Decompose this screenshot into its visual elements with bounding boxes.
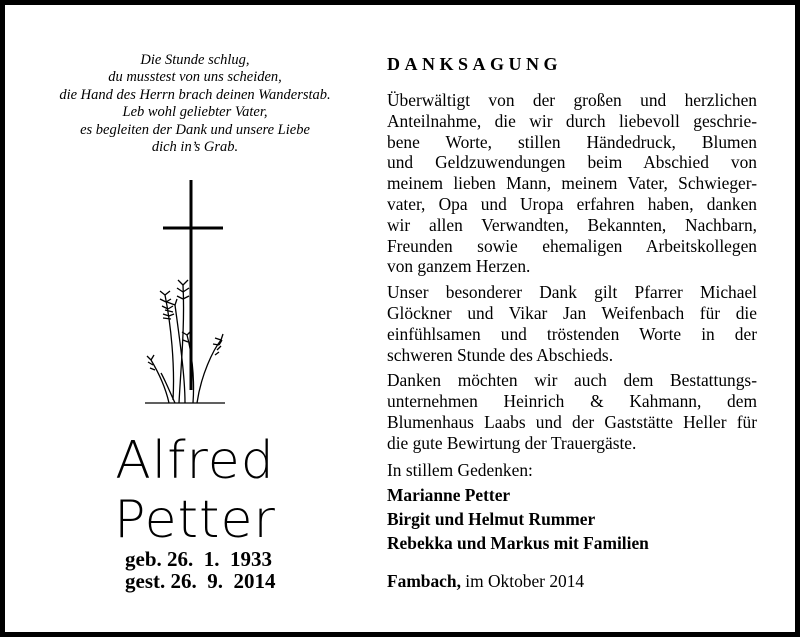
place-date: [387, 570, 584, 592]
birth-date: geb. 26. 1. 1933: [125, 547, 272, 571]
last-name: Petter: [114, 490, 276, 550]
poem-line: die Hand des Herrn brach deinen Wanderstab.: [59, 86, 331, 103]
text-line: einfühlsamen und tröstenden Worte in der: [387, 323, 757, 344]
poem-line: es begleiten der Dank und unsere Liebe: [80, 121, 310, 138]
cross-with-wheat-icon: [135, 175, 235, 410]
signer: Rebekka und Markus mit Familien: [387, 533, 649, 553]
signer: Birgit und Helmut Rummer: [387, 509, 596, 529]
text-line: Überwältigt von der großen und herzlichen: [387, 90, 757, 110]
signer: Marianne Petter: [387, 485, 511, 505]
text-line: meinem lieben Mann, meinem Vater, Schwieger-: [387, 173, 757, 194]
text-line: Freunden sowie ehemaligen Arbeitskollegen: [387, 235, 757, 256]
text-line: wir allen Verwandten, Bekannten, Nachbarn,: [387, 214, 757, 235]
place: Fambach,: [387, 571, 461, 591]
text-line: Danken möchten wir auch dem Bestattungs-: [387, 370, 757, 391]
poem: [10, 52, 380, 156]
text-line: Unser besonderer Dank gilt Pfarrer Michael: [387, 282, 757, 303]
signers: [387, 483, 649, 555]
cross-icon: [163, 180, 223, 390]
paragraph: [387, 90, 757, 277]
poem-line: dich in’s Grab.: [151, 139, 239, 156]
poem-line: du musstest von uns scheiden,: [108, 69, 282, 86]
greeting: In stillem Gedenken:: [387, 460, 533, 480]
left-column: [10, 5, 380, 632]
text-line: von ganzem Herzen.: [387, 256, 531, 277]
thank-you-text: [387, 90, 757, 459]
text-line: schweren Stunde des Abschieds.: [387, 344, 614, 365]
text-line: unternehmen Heinrich & Kahmann, dem: [387, 391, 757, 412]
text-line: bene Worte, stillen Händedruck, Blumen: [387, 131, 757, 152]
text-line: vater, Opa und Uropa erfahren haben, danken: [387, 193, 757, 214]
text-line: Glöckner und Vikar Jan Weifenbach für die: [387, 302, 757, 323]
text-line: die gute Bewirtung der Trauergäste.: [387, 432, 637, 453]
life-dates: [125, 548, 276, 592]
poem-line: Leb wohl geliebter Vater,: [122, 104, 268, 121]
text-line: und Geldzuwendungen beim Abschied von: [387, 152, 757, 173]
date: im Oktober 2014: [465, 571, 585, 591]
page-title: DANKSAGUNG: [387, 54, 563, 74]
paragraph: [387, 282, 757, 365]
paragraph: [387, 370, 757, 453]
wheat-icon: [145, 280, 225, 403]
poem-line: Die Stunde schlug,: [140, 52, 250, 68]
text-line: Blumenhaus Laabs und der Gaststätte Heller für: [387, 411, 757, 432]
death-date: gest. 26. 9. 2014: [125, 569, 276, 593]
first-name: Alfred: [115, 431, 275, 491]
text-line: Anteilnahme, die wir durch liebevoll geschrie-: [387, 110, 757, 131]
